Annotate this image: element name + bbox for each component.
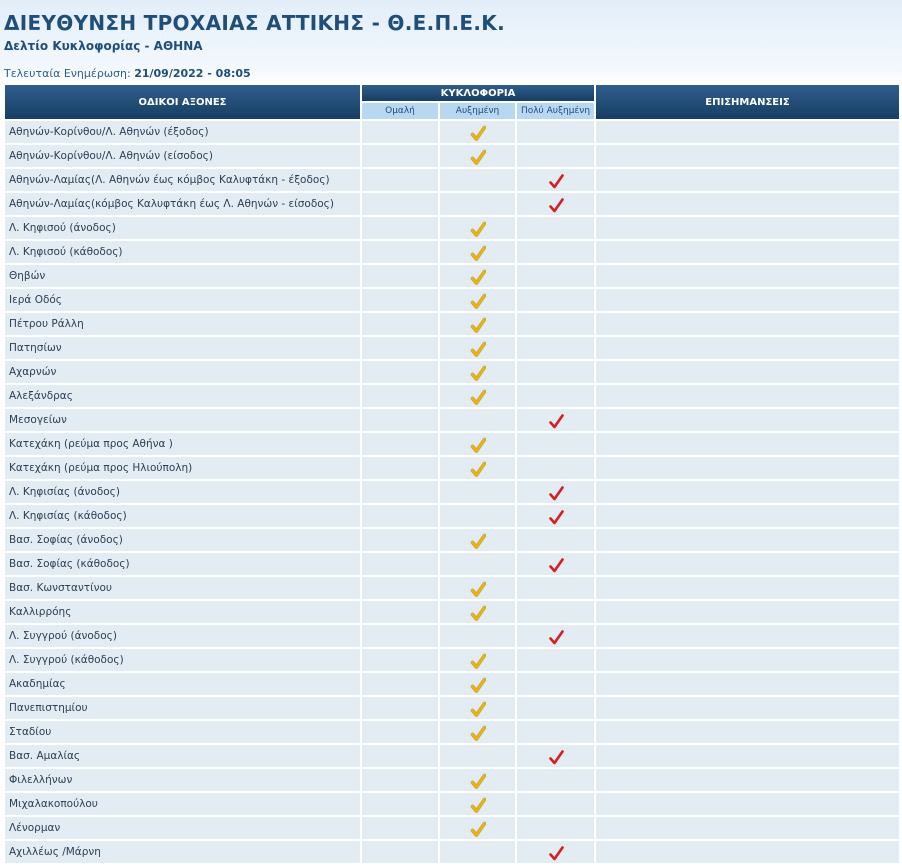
yellow-check-icon: [470, 701, 486, 717]
road-name: Μεσογείων: [5, 409, 360, 431]
table-row: [5, 841, 899, 863]
status-cell-very-increased: [517, 193, 594, 215]
status-cell-normal: [362, 361, 438, 383]
table-row: [5, 145, 899, 167]
road-name: Λένορμαν: [5, 817, 360, 839]
yellow-check-icon: [470, 149, 486, 165]
status-cell-increased: [440, 745, 515, 767]
status-cell-normal: [362, 457, 438, 479]
status-cell-increased: [440, 121, 515, 143]
table-row: [5, 697, 899, 719]
road-name: Λ. Κηφισού (άνοδος): [5, 217, 360, 239]
status-cell-increased: [440, 841, 515, 863]
road-name: Σταδίου: [5, 721, 360, 743]
status-cell-very-increased: [517, 553, 594, 575]
red-check-icon: [548, 557, 564, 573]
yellow-check-icon: [470, 245, 486, 261]
status-cell-very-increased: [517, 505, 594, 527]
table-row: [5, 721, 899, 743]
table-row: [5, 193, 899, 215]
road-name: Κατεχάκη (ρεύμα προς Αθήνα ): [5, 433, 360, 455]
status-cell-increased: [440, 721, 515, 743]
yellow-check-icon: [470, 605, 486, 621]
status-cell-normal: [362, 265, 438, 287]
table-row: [5, 169, 899, 191]
road-name: Βασ. Σοφίας (άνοδος): [5, 529, 360, 551]
status-cell-increased: [440, 265, 515, 287]
table-row: [5, 121, 899, 143]
status-cell-normal: [362, 121, 438, 143]
status-cell-normal: [362, 745, 438, 767]
notes-cell: [596, 145, 899, 167]
last-update: [4, 67, 251, 80]
table-row: [5, 817, 899, 839]
yellow-check-icon: [470, 797, 486, 813]
table-row: [5, 409, 899, 431]
road-name: Αχιλλέως /Μάρνη: [5, 841, 360, 863]
notes-cell: [596, 769, 899, 791]
notes-cell: [596, 121, 899, 143]
last-update-label: Τελευταία Ενημέρωση:: [4, 67, 131, 80]
notes-cell: [596, 193, 899, 215]
road-name: Πανεπιστημίου: [5, 697, 360, 719]
status-cell-very-increased: [517, 289, 594, 311]
status-cell-very-increased: [517, 673, 594, 695]
table-row: [5, 457, 899, 479]
notes-cell: [596, 529, 899, 551]
status-cell-normal: [362, 241, 438, 263]
notes-cell: [596, 817, 899, 839]
status-cell-normal: [362, 673, 438, 695]
status-cell-normal: [362, 337, 438, 359]
notes-cell: [596, 433, 899, 455]
yellow-check-icon: [470, 293, 486, 309]
page-subtitle: Δελτίο Κυκλοφορίας - ΑΘΗΝΑ: [4, 39, 203, 53]
table-row: [5, 433, 899, 455]
status-cell-very-increased: [517, 385, 594, 407]
notes-cell: [596, 553, 899, 575]
notes-cell: [596, 337, 899, 359]
status-cell-normal: [362, 769, 438, 791]
status-cell-increased: [440, 673, 515, 695]
status-cell-normal: [362, 841, 438, 863]
red-check-icon: [548, 629, 564, 645]
road-name: Αχαρνών: [5, 361, 360, 383]
yellow-check-icon: [470, 725, 486, 741]
subheader-very-increased: Πολύ Αυξημένη: [517, 103, 594, 119]
notes-cell: [596, 361, 899, 383]
road-name: Βασ. Σοφίας (κάθοδος): [5, 553, 360, 575]
road-name: Λ. Κηφισού (κάθοδος): [5, 241, 360, 263]
red-check-icon: [548, 197, 564, 213]
notes-cell: [596, 601, 899, 623]
yellow-check-icon: [470, 125, 486, 141]
notes-cell: [596, 649, 899, 671]
status-cell-normal: [362, 553, 438, 575]
status-cell-very-increased: [517, 409, 594, 431]
table-row: [5, 601, 899, 623]
yellow-check-icon: [470, 341, 486, 357]
status-cell-increased: [440, 481, 515, 503]
red-check-icon: [548, 509, 564, 525]
notes-cell: [596, 241, 899, 263]
status-cell-very-increased: [517, 649, 594, 671]
status-cell-very-increased: [517, 313, 594, 335]
status-cell-increased: [440, 433, 515, 455]
table-row: [5, 625, 899, 647]
status-cell-very-increased: [517, 361, 594, 383]
road-name: Βασ. Κωνσταντίνου: [5, 577, 360, 599]
status-cell-normal: [362, 313, 438, 335]
red-check-icon: [548, 749, 564, 765]
status-cell-normal: [362, 817, 438, 839]
status-cell-increased: [440, 769, 515, 791]
status-cell-very-increased: [517, 217, 594, 239]
notes-cell: [596, 385, 899, 407]
notes-cell: [596, 697, 899, 719]
yellow-check-icon: [470, 389, 486, 405]
road-name: Κατεχάκη (ρεύμα προς Ηλιούπολη): [5, 457, 360, 479]
yellow-check-icon: [470, 653, 486, 669]
status-cell-increased: [440, 385, 515, 407]
table-row: [5, 673, 899, 695]
status-cell-very-increased: [517, 529, 594, 551]
status-cell-normal: [362, 697, 438, 719]
road-name: Ιερά Οδός: [5, 289, 360, 311]
status-cell-increased: [440, 409, 515, 431]
status-cell-normal: [362, 385, 438, 407]
status-cell-increased: [440, 577, 515, 599]
table-row: [5, 241, 899, 263]
status-cell-normal: [362, 409, 438, 431]
road-name: Αθηνών-Λαμίας(Λ. Αθηνών έως κόμβος Καλυφτάκη - έξοδος): [5, 169, 360, 191]
status-cell-increased: [440, 457, 515, 479]
road-name: Αθηνών-Κορίνθου/Λ. Αθηνών (είσοδος): [5, 145, 360, 167]
road-name: Λ. Συγγρού (άνοδος): [5, 625, 360, 647]
status-cell-normal: [362, 169, 438, 191]
table-row: [5, 313, 899, 335]
status-cell-increased: [440, 169, 515, 191]
status-cell-normal: [362, 625, 438, 647]
notes-cell: [596, 505, 899, 527]
notes-cell: [596, 313, 899, 335]
road-name: Λ. Κηφισίας (άνοδος): [5, 481, 360, 503]
status-cell-increased: [440, 529, 515, 551]
road-name: Ακαδημίας: [5, 673, 360, 695]
yellow-check-icon: [470, 365, 486, 381]
header-roads: ΟΔΙΚΟΙ ΑΞΟΝΕΣ: [5, 85, 360, 119]
notes-cell: [596, 841, 899, 863]
page-title: ΔΙΕΥΘΥΝΣΗ ΤΡΟΧΑΙΑΣ ΑΤΤΙΚΗΣ - Θ.Ε.Π.Ε.Κ.: [4, 11, 505, 35]
table-row: [5, 529, 899, 551]
status-cell-increased: [440, 193, 515, 215]
table-row: [5, 793, 899, 815]
status-cell-normal: [362, 145, 438, 167]
status-cell-normal: [362, 649, 438, 671]
subheader-normal: Ομαλή: [362, 103, 438, 119]
status-cell-very-increased: [517, 241, 594, 263]
road-name: Πέτρου Ράλλη: [5, 313, 360, 335]
yellow-check-icon: [470, 821, 486, 837]
notes-cell: [596, 409, 899, 431]
red-check-icon: [548, 413, 564, 429]
table-row: [5, 649, 899, 671]
status-cell-normal: [362, 217, 438, 239]
notes-cell: [596, 289, 899, 311]
yellow-check-icon: [470, 437, 486, 453]
status-cell-normal: [362, 505, 438, 527]
status-cell-very-increased: [517, 433, 594, 455]
status-cell-normal: [362, 529, 438, 551]
status-cell-very-increased: [517, 121, 594, 143]
notes-cell: [596, 793, 899, 815]
traffic-table: [3, 83, 901, 865]
road-name: Αθηνών-Κορίνθου/Λ. Αθηνών (έξοδος): [5, 121, 360, 143]
table-row: [5, 337, 899, 359]
traffic-rows: [5, 121, 899, 863]
table-row: [5, 769, 899, 791]
status-cell-increased: [440, 553, 515, 575]
yellow-check-icon: [470, 677, 486, 693]
status-cell-increased: [440, 217, 515, 239]
notes-cell: [596, 745, 899, 767]
status-cell-very-increased: [517, 601, 594, 623]
road-name: Αλεξάνδρας: [5, 385, 360, 407]
notes-cell: [596, 169, 899, 191]
notes-cell: [596, 265, 899, 287]
status-cell-increased: [440, 817, 515, 839]
status-cell-increased: [440, 793, 515, 815]
table-row: [5, 745, 899, 767]
yellow-check-icon: [470, 533, 486, 549]
status-cell-very-increased: [517, 265, 594, 287]
status-cell-very-increased: [517, 457, 594, 479]
red-check-icon: [548, 173, 564, 189]
road-name: Λ. Κηφισίας (κάθοδος): [5, 505, 360, 527]
road-name: Πατησίων: [5, 337, 360, 359]
road-name: Φιλελλήνων: [5, 769, 360, 791]
red-check-icon: [548, 485, 564, 501]
status-cell-normal: [362, 433, 438, 455]
table-row: [5, 577, 899, 599]
road-name: Λ. Συγγρού (κάθοδος): [5, 649, 360, 671]
notes-cell: [596, 625, 899, 647]
status-cell-very-increased: [517, 721, 594, 743]
yellow-check-icon: [470, 221, 486, 237]
status-cell-normal: [362, 793, 438, 815]
notes-cell: [596, 673, 899, 695]
status-cell-increased: [440, 505, 515, 527]
last-update-value: 21/09/2022 - 08:05: [134, 67, 251, 80]
status-cell-increased: [440, 697, 515, 719]
table-row: [5, 217, 899, 239]
road-name: Αθηνών-Λαμίας(κόμβος Καλυφτάκη έως Λ. Αθηνών - είσοδος): [5, 193, 360, 215]
status-cell-normal: [362, 289, 438, 311]
status-cell-increased: [440, 649, 515, 671]
table-row: [5, 385, 899, 407]
status-cell-very-increased: [517, 337, 594, 359]
status-cell-very-increased: [517, 145, 594, 167]
status-cell-increased: [440, 145, 515, 167]
table-row: [5, 505, 899, 527]
status-cell-very-increased: [517, 745, 594, 767]
status-cell-increased: [440, 625, 515, 647]
header-traffic: ΚΥΚΛΟΦΟΡΙΑ: [362, 85, 594, 101]
status-cell-increased: [440, 601, 515, 623]
status-cell-increased: [440, 313, 515, 335]
status-cell-very-increased: [517, 697, 594, 719]
subheader-increased: Αυξημένη: [440, 103, 515, 119]
table-row: [5, 265, 899, 287]
notes-cell: [596, 721, 899, 743]
yellow-check-icon: [470, 269, 486, 285]
header-notes: ΕΠΙΣΗΜΑΝΣΕΙΣ: [596, 85, 899, 119]
road-name: Μιχαλακοπούλου: [5, 793, 360, 815]
red-check-icon: [548, 845, 564, 861]
road-name: Βασ. Αμαλίας: [5, 745, 360, 767]
status-cell-normal: [362, 721, 438, 743]
status-cell-increased: [440, 361, 515, 383]
table-row: [5, 553, 899, 575]
road-name: Θηβών: [5, 265, 360, 287]
status-cell-increased: [440, 241, 515, 263]
status-cell-very-increased: [517, 577, 594, 599]
status-cell-very-increased: [517, 817, 594, 839]
status-cell-normal: [362, 481, 438, 503]
yellow-check-icon: [470, 773, 486, 789]
notes-cell: [596, 577, 899, 599]
table-row: [5, 361, 899, 383]
table-row: [5, 289, 899, 311]
yellow-check-icon: [470, 581, 486, 597]
status-cell-increased: [440, 289, 515, 311]
status-cell-increased: [440, 337, 515, 359]
road-name: Καλλιρρόης: [5, 601, 360, 623]
notes-cell: [596, 217, 899, 239]
yellow-check-icon: [470, 317, 486, 333]
status-cell-very-increased: [517, 625, 594, 647]
status-cell-very-increased: [517, 841, 594, 863]
status-cell-normal: [362, 193, 438, 215]
yellow-check-icon: [470, 461, 486, 477]
status-cell-very-increased: [517, 481, 594, 503]
status-cell-very-increased: [517, 793, 594, 815]
notes-cell: [596, 481, 899, 503]
status-cell-very-increased: [517, 169, 594, 191]
table-row: [5, 481, 899, 503]
status-cell-normal: [362, 601, 438, 623]
status-cell-normal: [362, 577, 438, 599]
notes-cell: [596, 457, 899, 479]
status-cell-very-increased: [517, 769, 594, 791]
